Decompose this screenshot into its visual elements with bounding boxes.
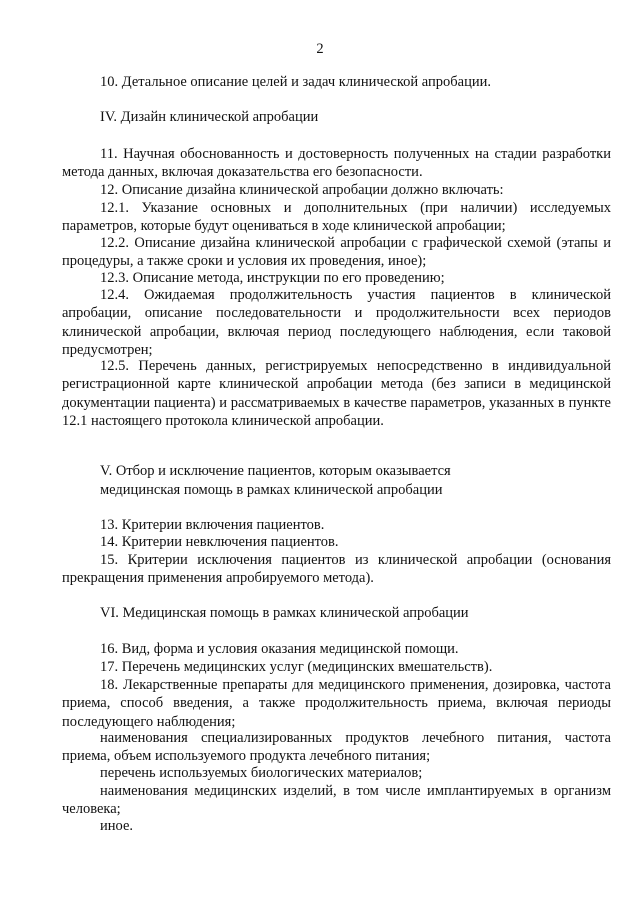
item-11: 11. Научная обоснованность и достоверность полученных на стадии разработки метода данных, включая доказательства его безопасности. xyxy=(62,146,611,181)
page-number: 2 xyxy=(316,41,324,57)
item-12: 12. Описание дизайна клинической апробации должно включать: xyxy=(100,182,504,198)
item-12-3: 12.3. Описание метода, инструкции по его проведению; xyxy=(100,270,445,286)
item-14: 14. Критерии невключения пациентов. xyxy=(100,534,339,550)
item-16: 16. Вид, форма и условия оказания медицинской помощи. xyxy=(100,641,459,657)
item-18-biomaterials: перечень используемых биологических материалов; xyxy=(100,765,423,781)
item-12-2: 12.2. Описание дизайна клинической апробации с графической схемой (этапы и процедуры, а также сроки и условия их проведения, иное); xyxy=(62,235,611,270)
item-10: 10. Детальное описание целей и задач клинической апробации. xyxy=(100,74,492,90)
item-18: 18. Лекарственные препараты для медицинского применения, дозировка, частота приема, способ введения, а также продолжительность приема, включая периоды последующего наблюдения; xyxy=(62,677,611,730)
section-heading-4: IV. Дизайн клинической апробации xyxy=(100,109,319,125)
item-18-devices: наименования медицинских изделий, в том числе имплантируемых в организм человека; xyxy=(62,783,611,818)
item-17: 17. Перечень медицинских услуг (медицинских вмешательств). xyxy=(100,659,493,675)
item-13: 13. Критерии включения пациентов. xyxy=(100,517,325,533)
item-12-4: 12.4. Ожидаемая продолжительность участия пациентов в клинической апробации, описание последовательности и продолжительности всех периодов клинической апробации, включая период последующего наблюдения, если таковой предусмотрен; xyxy=(62,287,611,359)
section-heading-5-line-2: медицинская помощь в рамках клинической апробации xyxy=(100,482,443,498)
item-12-5: 12.5. Перечень данных, регистрируемых непосредственно в индивидуальной регистрационной карте клинической апробации метода (без записи в медицинской документации пациента) и рассматриваемых в качестве параметров, указанных в пункте 12.1 настоящего протокола клинической апробации. xyxy=(62,358,611,430)
item-12-1: 12.1. Указание основных и дополнительных (при наличии) исследуемых параметров, которые будут оцениваться в ходе клинической апробации; xyxy=(62,200,611,235)
section-heading-5-line-1: V. Отбор и исключение пациентов, которым оказывается xyxy=(100,463,451,479)
item-15: 15. Критерии исключения пациентов из клинической апробации (основания прекращения применения апробируемого метода). xyxy=(62,552,611,587)
section-heading-6: VI. Медицинская помощь в рамках клинической апробации xyxy=(100,605,469,621)
item-18-other: иное. xyxy=(100,818,134,834)
item-18-nutrition: наименования специализированных продуктов лечебного питания, частота приема, объем используемого продукта лечебного питания; xyxy=(62,730,611,765)
